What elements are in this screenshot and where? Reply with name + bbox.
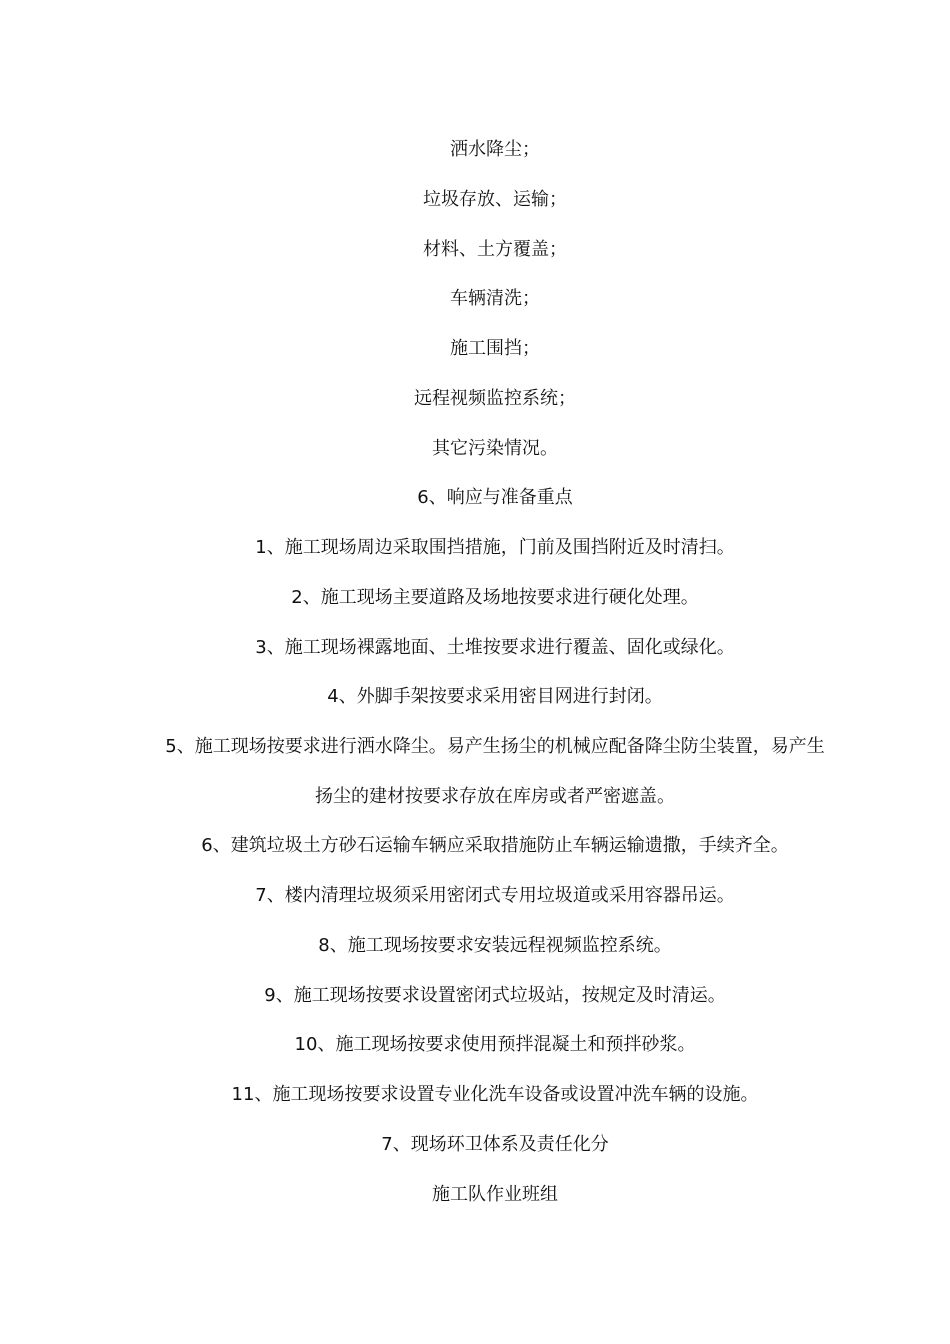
text-line: 施工队作业班组 (432, 1184, 558, 1205)
list-item: 2、施工现场主要道路及场地按要求进行硬化处理。 (291, 587, 699, 608)
list-item: 10、施工现场按要求使用预拌混凝土和预拌砂浆。 (294, 1034, 696, 1055)
list-item-continuation: 扬尘的建材按要求存放在库房或者严密遮盖。 (315, 786, 675, 807)
list-item: 4、外脚手架按要求采用密目网进行封闭。 (327, 686, 663, 707)
section-heading: 7、现场环卫体系及责任化分 (381, 1134, 609, 1155)
text-line: 垃圾存放、运输； (423, 189, 567, 210)
text-line: 其它污染情况。 (432, 438, 558, 459)
text-line: 远程视频监控系统； (414, 388, 576, 409)
text-line: 车辆清洗； (450, 288, 540, 309)
list-item: 3、施工现场裸露地面、土堆按要求进行覆盖、固化或绿化。 (255, 637, 735, 658)
list-item: 11、施工现场按要求设置专业化洗车设备或设置冲洗车辆的设施。 (231, 1084, 759, 1105)
list-item: 1、施工现场周边采取围挡措施，门前及围挡附近及时清扫。 (255, 537, 735, 558)
text-line: 材料、土方覆盖； (423, 239, 567, 260)
list-item: 7、楼内清理垃圾须采用密闭式专用垃圾道或采用容器吊运。 (255, 885, 735, 906)
section-heading: 6、响应与准备重点 (417, 487, 573, 508)
list-item: 9、施工现场按要求设置密闭式垃圾站，按规定及时清运。 (264, 985, 726, 1006)
list-item: 5、施工现场按要求进行洒水降尘。易产生扬尘的机械应配备降尘防尘装置，易产生 (165, 736, 825, 757)
text-line: 施工围挡； (450, 338, 540, 359)
text-line: 洒水降尘； (450, 139, 540, 160)
list-item: 6、建筑垃圾土方砂石运输车辆应采取措施防止车辆运输遗撒，手续齐全。 (201, 835, 789, 856)
list-item: 8、施工现场按要求安装远程视频监控系统。 (318, 935, 672, 956)
